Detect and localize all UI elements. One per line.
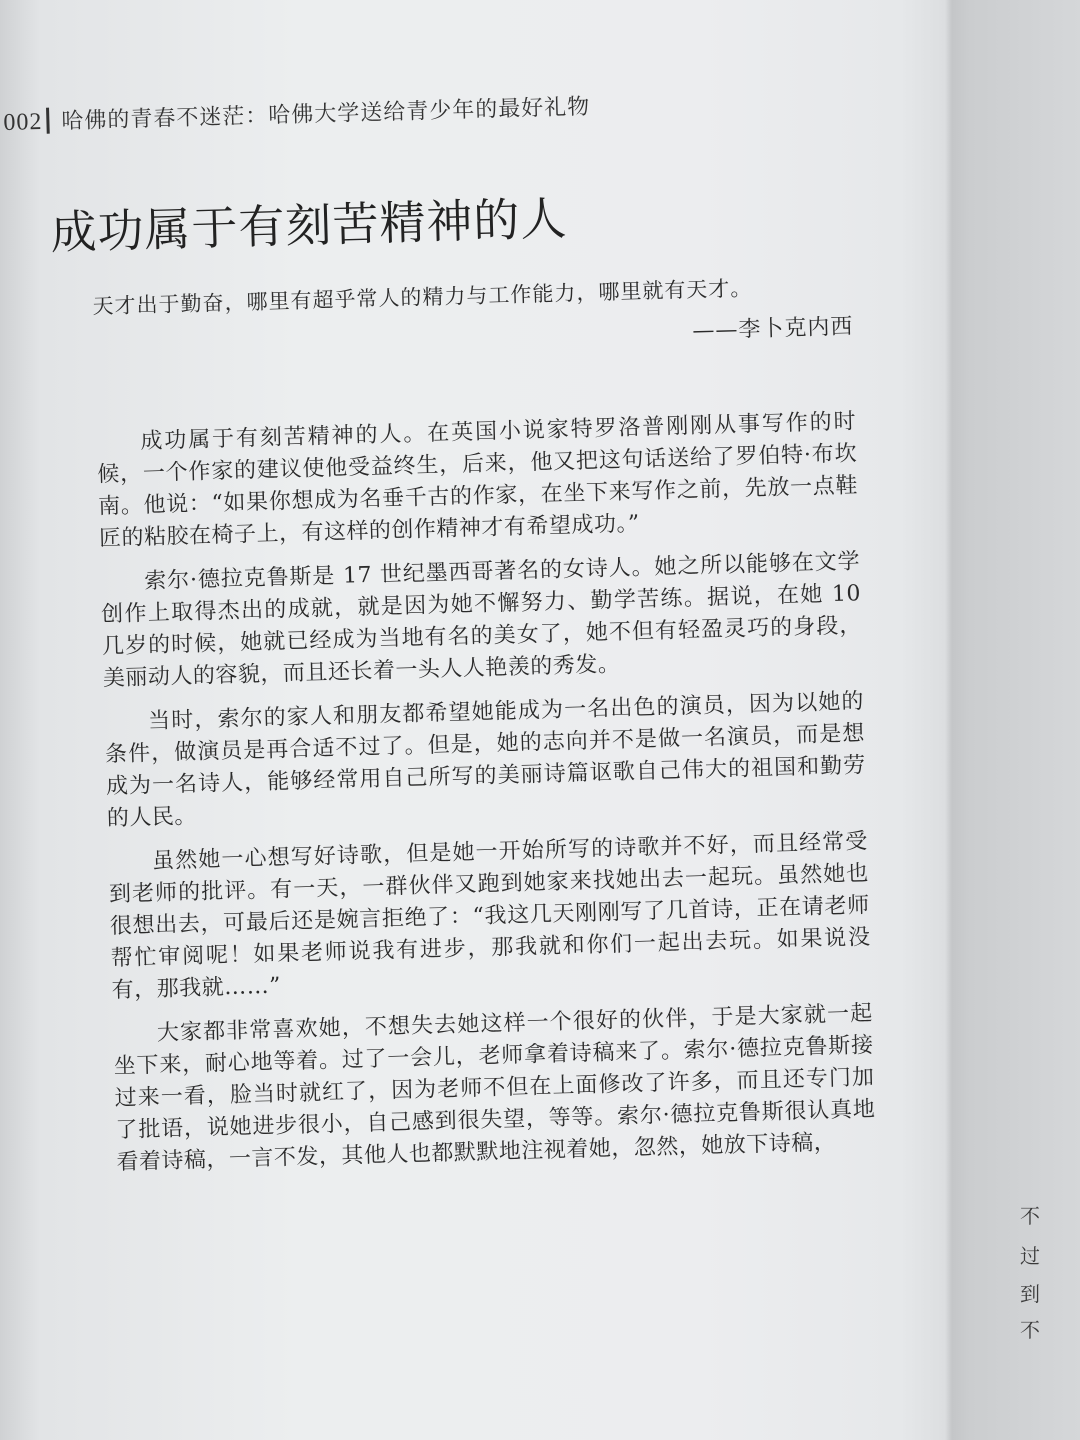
book-title: 哈佛的青春不迷茫：哈佛大学送给青少年的最好礼物 (61, 94, 591, 135)
right-page-edge (950, 0, 1080, 1440)
chapter-title: 成功属于有刻苦精神的人 (49, 191, 569, 260)
paragraph: 成功属于有刻苦精神的人。在英国小说家特罗洛普刚刚从事写作的时候，一个作家的建议使他受益终生，后来，他又把这句话送给了罗伯特·布坎南。他说：“如果你想成为名垂千古的作家，在坐下来写作之前，先放一点鞋匠的粘胶在椅子上，有这样的创作精神才有希望成功。” (96, 409, 859, 552)
epigraph-quote: 天才出于勤奋，哪里有超乎常人的精力与工作能力，哪里就有天才。 (92, 276, 753, 319)
running-head-divider (46, 108, 50, 134)
paragraph: 索尔·德拉克鲁斯是 17 世纪墨西哥著名的女诗人。她之所以能够在文学创作上取得杰出的成就，就是因为她不懈努力、勤学苦练。据说，在她 10 几岁的时候，她就已经成为当地有名的美女了，她不但有轻盈灵巧的身段，美丽动人的容貌，而且还长着一头人人艳羡的秀发。 (100, 549, 863, 692)
right-page-fragment: 不 (1020, 1318, 1040, 1342)
right-page-fragment: 到 (1020, 1282, 1040, 1306)
paragraph: 虽然她一心想写好诗歌，但是她一开始所写的诗歌并不好，而且经常受到老师的批评。有一天，一群伙伴又跑到她家来找她出去一起玩。虽然她也很想出去，可最后还是婉言拒绝了：“我这几天刚刚写了几首诗，正在请老师帮忙审阅呢！如果老师说我有进步，那我就和你们一起出去玩。如果说没有，那我就……” (108, 829, 871, 1004)
paragraph: 当时，索尔的家人和朋友都希望她能成为一名出色的演员，因为以她的条件，做演员是再合适不过了。但是，她的志向并不是做一名演员，而是想成为一名诗人，能够经常用自己所写的美丽诗篇讴歌自己伟大的祖国和勤劳的人民。 (104, 689, 867, 832)
page-number: 002 (3, 108, 43, 136)
body-text (96, 406, 877, 1191)
right-page-fragment: 过 (1020, 1244, 1040, 1268)
running-head (3, 90, 591, 137)
paragraph: 大家都非常喜欢她，不想失去她这样一个很好的伙伴，于是大家就一起坐下来，耐心地等着。过了一会儿，老师拿着诗稿来了。索尔·德拉克鲁斯接过来一看，脸当时就红了，因为老师不但在上面修改了许多，而且还专门加了批语，说她进步很小，自己感到很失望，等等。索尔·德拉克鲁斯很认真地看着诗稿，一言不发，其他人也都默默地注视着她，忽然，她放下诗稿， (113, 1001, 876, 1176)
epigraph-attribution: ——李卜克内西 (692, 314, 854, 344)
epigraph (92, 264, 854, 369)
right-page-fragment: 不 (1020, 1204, 1040, 1228)
